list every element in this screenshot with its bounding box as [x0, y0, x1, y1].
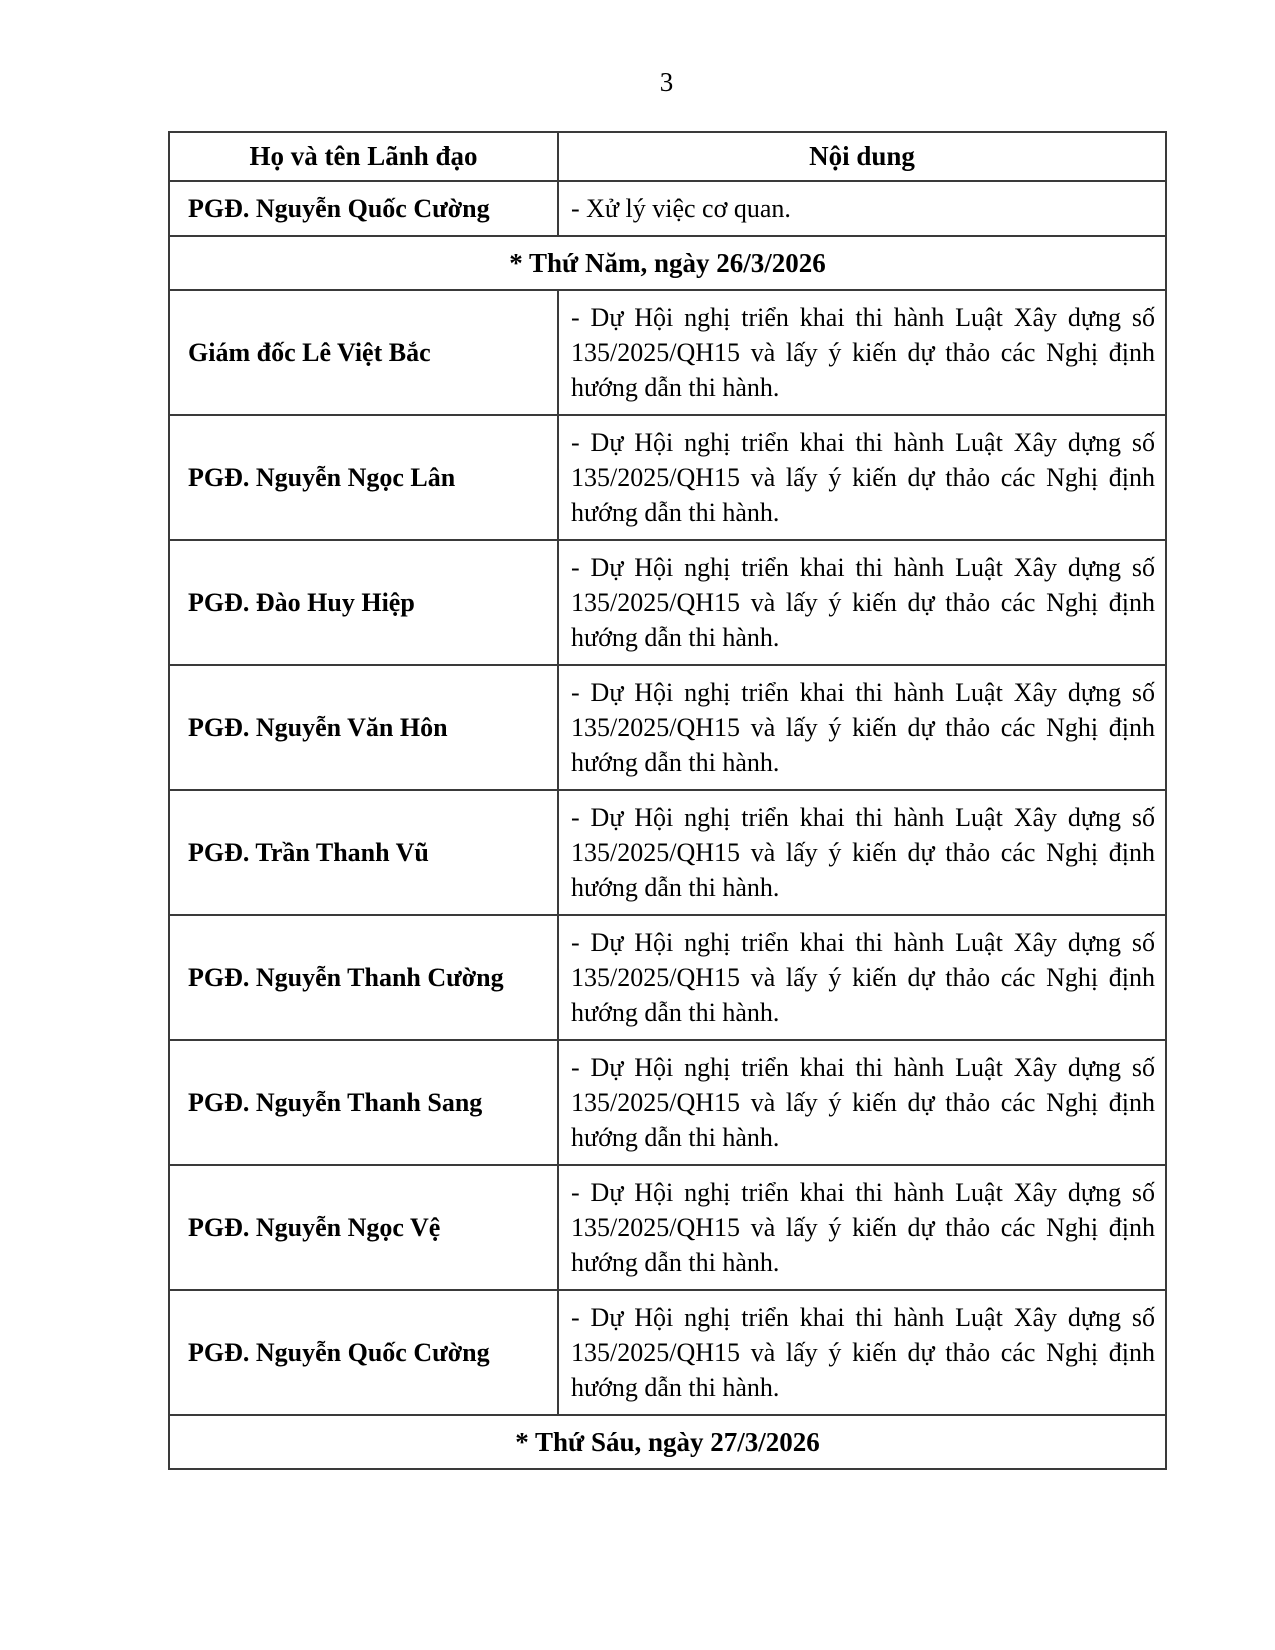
day-separator-row [169, 236, 1166, 290]
day-separator-row [169, 1415, 1166, 1469]
day-separator-label: * Thứ Sáu, ngày 27/3/2026 [169, 1415, 1166, 1469]
table-row [169, 290, 1166, 415]
entry-content: - Dự Hội nghị triển khai thi hành Luật Xây dựng số 135/2025/QH15 và lấy ý kiến dự thảo các Nghị định hướng dẫn thi hành. [558, 415, 1166, 540]
table-row [169, 415, 1166, 540]
leader-name: PGĐ. Nguyễn Thanh Sang [169, 1040, 558, 1165]
table-row [169, 1165, 1166, 1290]
table-row [169, 915, 1166, 1040]
day-separator-label: * Thứ Năm, ngày 26/3/2026 [169, 236, 1166, 290]
entry-content: - Dự Hội nghị triển khai thi hành Luật Xây dựng số 135/2025/QH15 và lấy ý kiến dự thảo các Nghị định hướng dẫn thi hành. [558, 915, 1166, 1040]
entry-content: - Dự Hội nghị triển khai thi hành Luật Xây dựng số 135/2025/QH15 và lấy ý kiến dự thảo các Nghị định hướng dẫn thi hành. [558, 1165, 1166, 1290]
leader-name: PGĐ. Nguyễn Quốc Cường [169, 181, 558, 236]
table-row [169, 1290, 1166, 1415]
column-header-leader-name: Họ và tên Lãnh đạo [169, 132, 558, 181]
table-row [169, 540, 1166, 665]
leader-name: Giám đốc Lê Việt Bắc [169, 290, 558, 415]
table-row [169, 790, 1166, 915]
entry-content: - Dự Hội nghị triển khai thi hành Luật Xây dựng số 135/2025/QH15 và lấy ý kiến dự thảo các Nghị định hướng dẫn thi hành. [558, 790, 1166, 915]
table-row [169, 665, 1166, 790]
leader-name: PGĐ. Nguyễn Ngọc Vệ [169, 1165, 558, 1290]
entry-content: - Dự Hội nghị triển khai thi hành Luật Xây dựng số 135/2025/QH15 và lấy ý kiến dự thảo các Nghị định hướng dẫn thi hành. [558, 1290, 1166, 1415]
leader-name: PGĐ. Nguyễn Văn Hôn [169, 665, 558, 790]
leader-name: PGĐ. Nguyễn Ngọc Lân [169, 415, 558, 540]
entry-content: - Dự Hội nghị triển khai thi hành Luật Xây dựng số 135/2025/QH15 và lấy ý kiến dự thảo các Nghị định hướng dẫn thi hành. [558, 665, 1166, 790]
schedule-table [168, 131, 1167, 1470]
schedule-table-body [169, 181, 1166, 1469]
entry-content: - Dự Hội nghị triển khai thi hành Luật Xây dựng số 135/2025/QH15 và lấy ý kiến dự thảo các Nghị định hướng dẫn thi hành. [558, 540, 1166, 665]
leader-name: PGĐ. Nguyễn Thanh Cường [169, 915, 558, 1040]
leader-name: PGĐ. Trần Thanh Vũ [169, 790, 558, 915]
entry-content: - Xử lý việc cơ quan. [558, 181, 1166, 236]
column-header-content: Nội dung [558, 132, 1166, 181]
table-row [169, 181, 1166, 236]
entry-content: - Dự Hội nghị triển khai thi hành Luật Xây dựng số 135/2025/QH15 và lấy ý kiến dự thảo các Nghị định hướng dẫn thi hành. [558, 290, 1166, 415]
leader-name: PGĐ. Đào Huy Hiệp [169, 540, 558, 665]
entry-content: - Dự Hội nghị triển khai thi hành Luật Xây dựng số 135/2025/QH15 và lấy ý kiến dự thảo các Nghị định hướng dẫn thi hành. [558, 1040, 1166, 1165]
table-row [169, 1040, 1166, 1165]
page-number: 3 [659, 67, 674, 97]
table-header-row [169, 132, 1166, 181]
leader-name: PGĐ. Nguyễn Quốc Cường [169, 1290, 558, 1415]
